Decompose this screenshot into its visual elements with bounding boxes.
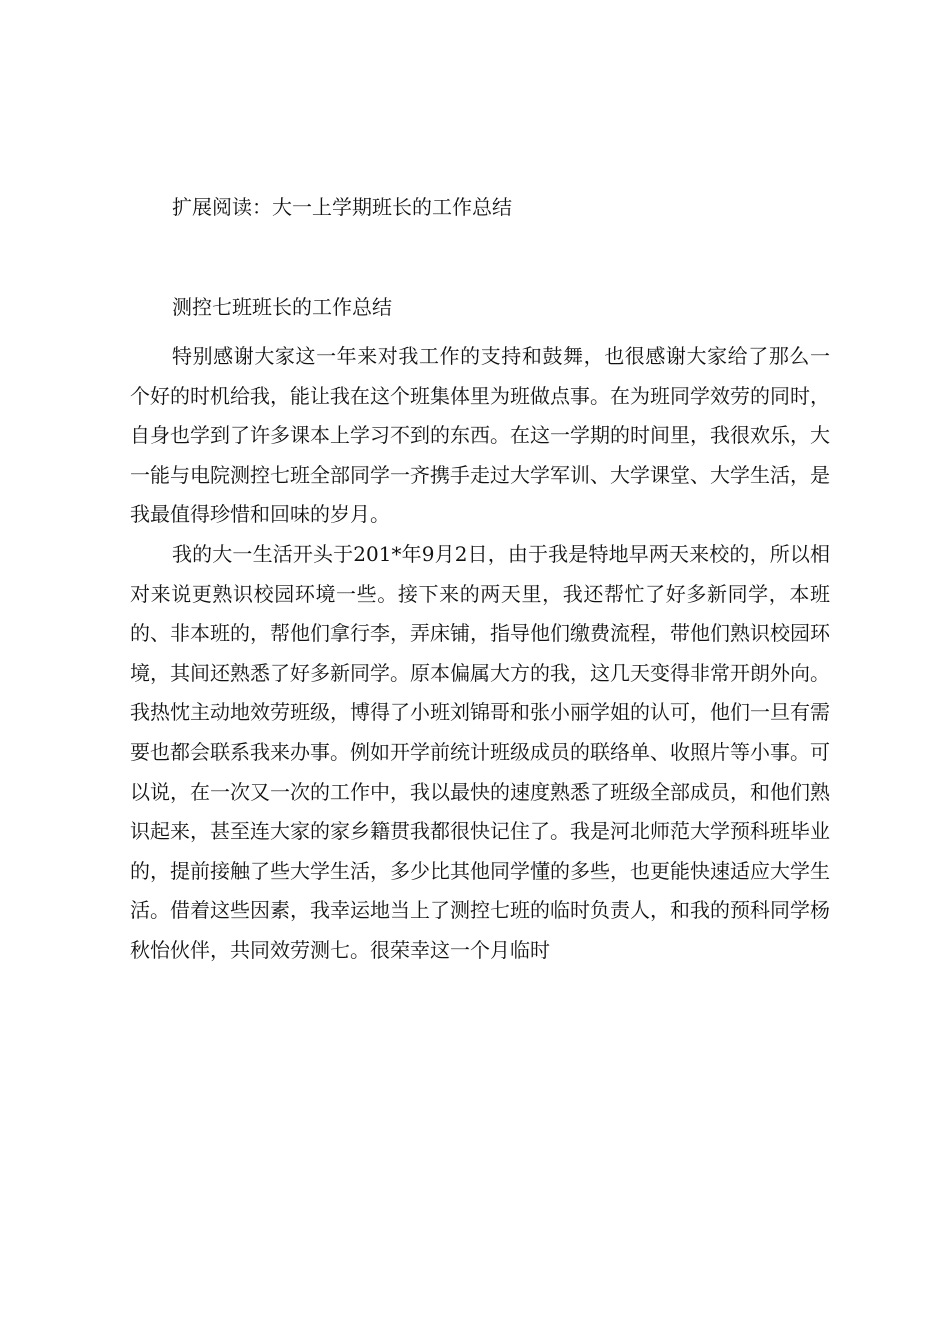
paragraph: 特别感谢大家这一年来对我工作的支持和鼓舞，也很感谢大家给了那么一个好的时机给我，能让我在这个班集体里为班做点事。在为班同学效劳的同时，自身也学到了许多课本上学习不到的东西。在这一学期的时间里，我很欢乐，大一能与电院测控七班全部同学一齐携手走过大学军训、大学课堂、大学生活，是我最值得珍惜和回味的岁月。 <box>130 344 830 527</box>
paragraph: 我的大一生活开头于201*年9月2日，由于我是特地早两天来校的，所以相对来说更熟识校园环境一些。接下来的两天里，我还帮忙了好多新同学，本班的、非本班的，帮他们拿行李，弄床铺，指导他们缴费流程，带他们熟识校园环境，其间还熟悉了好多新同学。原本偏属大方的我，这几天变得非常开朗外向。我热忱主动地效劳班级，博得了小班刘锦哥和张小丽学姐的认可，他们一旦有需要也都会联系我来办事。例如开学前统计班级成员的联络单、收照片等小事。可以说，在一次又一次的工作中，我以最快的速度熟悉了班级全部成员，和他们熟识起来，甚至连大家的家乡籍贯我都很快记住了。我是河北师范大学预科班毕业的，提前接触了些大学生活，多少比其他同学懂的多些，也更能快速适应大学生活。借着这些因素，我幸运地当上了测控七班的临时负责人，和我的预科同学杨秋怡伙伴，共同效劳测七。很荣幸这一个月临时 <box>130 541 830 962</box>
extended-reading-heading: 扩展阅读：大一上学期班长的工作总结 <box>172 195 512 219</box>
document-body <box>130 337 830 971</box>
document-title: 测控七班班长的工作总结 <box>172 295 392 319</box>
